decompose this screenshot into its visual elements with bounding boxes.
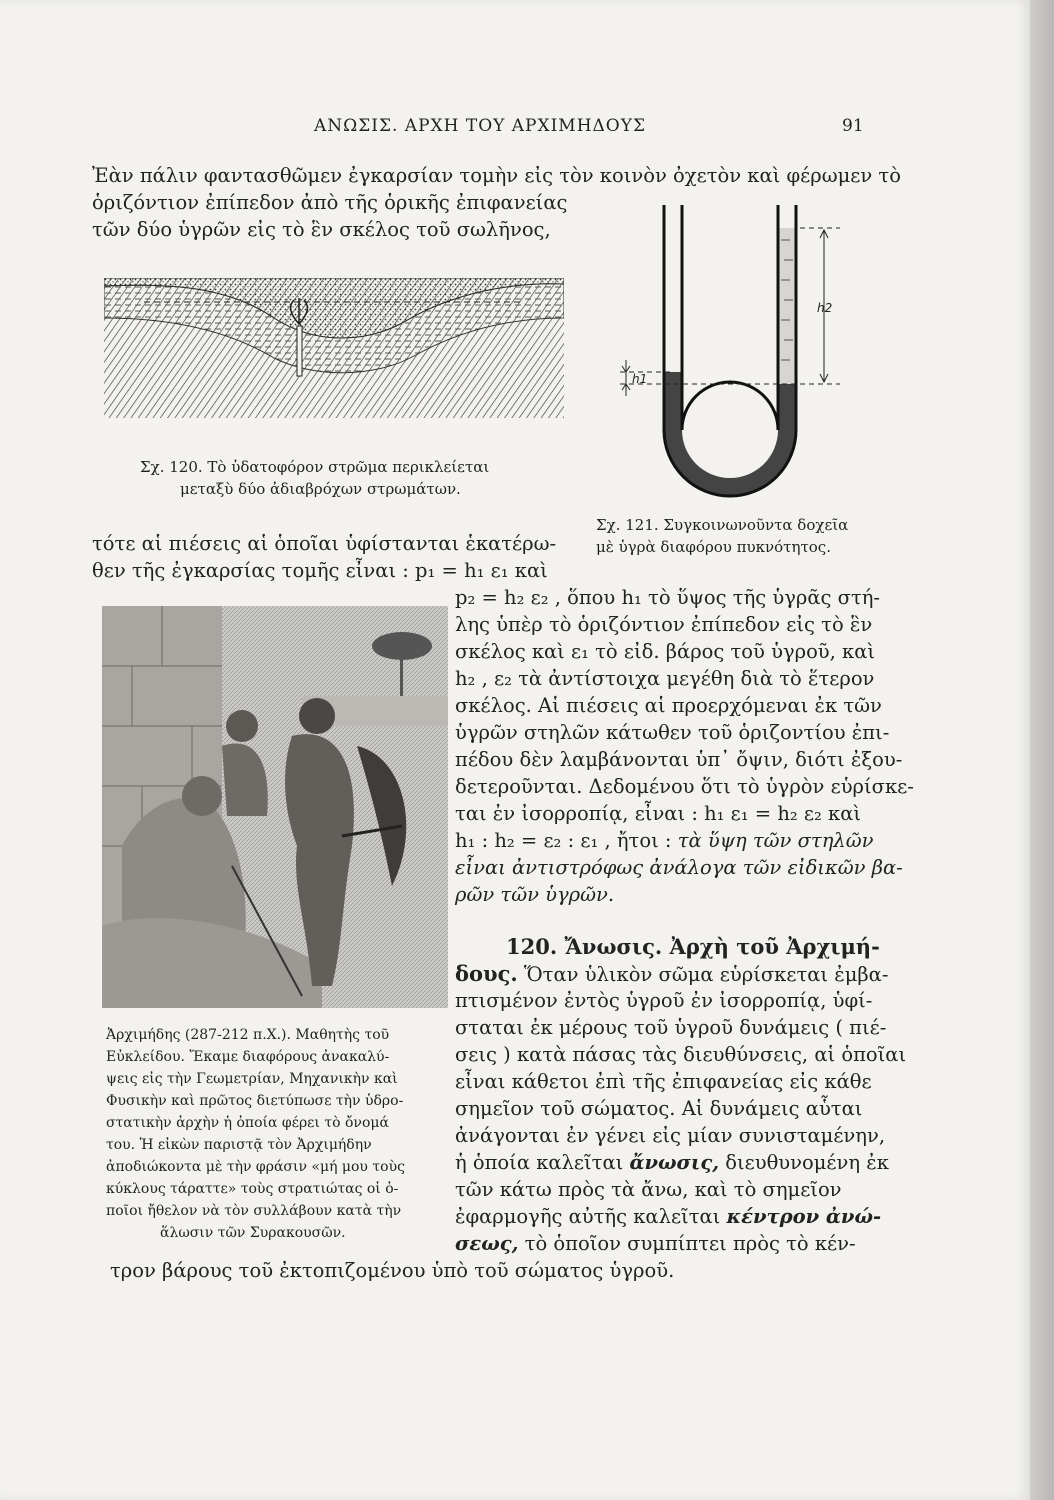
seos-post: τὸ ὁποῖον συμπίπτει πρὸς τὸ κέν-	[518, 1232, 856, 1255]
page-edge	[1030, 0, 1054, 1500]
right-text-8: δετεροῦνται. Δεδομένου ὅτι τὸ ὑγρὸν εὑρίσκε-	[455, 775, 914, 798]
right-text-2: λης ὑπὲρ τὸ ὁριζόντιον ἐπίπεδον εἰς τὸ ἓν	[455, 613, 873, 636]
fig120-caption-2: μεταξὺ δύο ἀδιαβρόχων στρωμάτων.	[180, 480, 461, 498]
left-text-2: θεν τῆς ἐγκαρσίας τομῆς εἶναι : p₁ = h₁ ε₁ καὶ	[92, 559, 548, 582]
fig121-caption-2: μὲ ὑγρὰ διαφόρου πυκνότητος.	[596, 538, 831, 556]
section-line-12	[455, 1230, 856, 1257]
formula-italic-3: ρῶν τῶν ὑγρῶν.	[455, 883, 615, 906]
page-number: 91	[842, 116, 864, 136]
soldier-figure	[299, 698, 335, 734]
right-text-3: σκέλος καὶ ε₁ τὸ εἰδ. βάρος τοῦ ὑγροῦ, καὶ	[455, 640, 876, 663]
section-line-9	[455, 1149, 889, 1176]
running-header: ΑΝΩΣΙΣ. ΑΡΧΗ ΤΟΥ ΑΡΧΙΜΗΔΟΥΣ	[314, 116, 646, 136]
formula-start: h₁ : h₂ = ε₂ : ε₁ , ἤτοι :	[455, 829, 678, 852]
section-line-11	[455, 1203, 881, 1230]
portrait-caption-7: ἀποδιώκοντα μὲ τὴν φράσιν «μή μου τοὺς	[106, 1159, 405, 1175]
right-text-4: h₂ , ε₂ τὰ ἀντίστοιχα μεγέθη διὰ τὸ ἕτερον	[455, 667, 875, 690]
seos-term: σεως,	[455, 1232, 519, 1255]
left-text-1: τότε αἱ πιέσεις αἱ ὁποῖαι ὑφίστανται ἑκατέρω-	[92, 532, 557, 555]
section-line-2	[455, 960, 888, 988]
intro-line-3: τῶν δύο ὑγρῶν εἰς τὸ ἓν σκέλος τοῦ σωλῆνος,	[92, 218, 551, 241]
h2-label: h2	[817, 301, 833, 315]
intro-line-2: ὁριζόντιον ἐπίπεδον ἀπὸ τῆς ὁρικῆς ἐπιφανείας	[92, 191, 568, 214]
u-tube-inner	[682, 205, 778, 430]
anosis-pre: ἡ ὁποία καλεῖται	[455, 1151, 630, 1174]
anosis-post: διευθυνομένη ἐκ	[719, 1151, 889, 1174]
portrait-caption-5: στατικὴν ἀρχὴν ἡ ὁποία φέρει τὸ ὄνομά	[106, 1115, 389, 1131]
u-tube-diagram	[610, 200, 850, 500]
right-text-7: πέδου δὲν λαμβάνονται ὑπ᾽ ὄψιν, διότι ἐξου-	[455, 748, 903, 771]
section-heading-end: δους.	[455, 961, 518, 986]
section-line-2-text: Ὅταν ὑλικὸν σῶμα εὑρίσκεται ἐμβα-	[517, 963, 889, 986]
kentron-pre: ἐφαρμογῆς αὐτῆς καλεῖται	[455, 1205, 727, 1228]
aquifer-diagram	[104, 278, 564, 418]
kentron-term: κέντρον ἀνώ-	[726, 1205, 882, 1228]
portrait-caption-10: ἅλωσιν τῶν Συρακουσῶν.	[160, 1225, 346, 1241]
formula-italic-1: τὰ ὕψη τῶν στηλῶν	[677, 829, 874, 852]
section-line-4: σταται ἐκ μέρους τοῦ ὑγροῦ δυνάμεις ( πιέ-	[455, 1016, 887, 1039]
portrait-caption-6: του. Ἡ εἰκὼν παριστᾷ τὸν Ἀρχιμήδην	[106, 1137, 372, 1153]
fig120-caption-1: Σχ. 120. Τὸ ὑδατοφόρον στρῶμα περικλείεται	[140, 458, 490, 476]
portrait-caption-8: κύκλους τάραττε» τοὺς στρατιώτας οἱ ὁ-	[106, 1181, 399, 1197]
light-liquid	[778, 228, 796, 384]
section-line-8: ἀνάγονται ἐν γένει εἰς μίαν συνισταμένην,	[455, 1124, 886, 1147]
portrait-caption-3: ψεις εἰς τὴν Γεωμετρίαν, Μηχανικὴν καὶ	[106, 1071, 398, 1087]
section-line-7: σημεῖον τοῦ σώματος. Αἱ δυνάμεις αὗται	[455, 1097, 863, 1120]
section-heading: 120. Ἄνωσις. Ἀρχὴ τοῦ Ἀρχιμή-	[506, 934, 880, 959]
portrait-caption-4: Φυσικὴν καὶ πρῶτος διετύπωσε τὴν ὑδρο-	[106, 1093, 404, 1109]
archimedes-engraving	[102, 606, 448, 1008]
right-text-6: ὑγρῶν στηλῶν κάτωθεν τοῦ ὁριζοντίου ἐπι-	[455, 721, 890, 744]
formula-line	[455, 827, 874, 854]
h1-label: h1	[632, 372, 648, 386]
right-text-5: σκέλος. Αἱ πιέσεις αἱ προερχόμεναι ἐκ τῶν	[455, 694, 882, 717]
portrait-caption-1: Ἀρχιμήδης (287-212 π.Χ.). Μαθητὴς τοῦ	[106, 1027, 390, 1043]
formula-italic-2: εἶναι ἀντιστρόφως ἀνάλογα τῶν εἰδικῶν βα-	[455, 856, 903, 879]
fig121-caption-1: Σχ. 121. Συγκοινωνοῦντα δοχεῖα	[596, 516, 849, 534]
section-line-5: σεις ) κατὰ πάσας τὰς διευθύνσεις, αἱ ὁποῖαι	[455, 1043, 907, 1066]
section-line-6: εἶναι κάθετοι ἐπὶ τῆς ἐπιφανείας εἰς κάθε	[455, 1070, 872, 1093]
well-pipe	[297, 326, 302, 376]
right-text-9: ται ἐν ἰσορροπίᾳ, εἶναι : h₁ ε₁ = h₂ ε₂ καὶ	[455, 802, 862, 825]
anosis-term: ἄνωσις,	[629, 1151, 720, 1174]
right-text-1: p₂ = h₂ ε₂ , ὅπου h₁ τὸ ὕψος τῆς ὑγρᾶς στή-	[455, 586, 881, 609]
final-line: τρον βάρους τοῦ ἐκτοπιζομένου ὑπὸ τοῦ σώματος ὑγροῦ.	[110, 1259, 675, 1282]
intro-line-1: Ἐὰν πάλιν φαντασθῶμεν ἐγκαρσίαν τομὴν εἰς τὸν κοινὸν ὀχετὸν καὶ φέρωμεν τὸ	[92, 164, 901, 187]
section-line-3: πτισμένον ἐντὸς ὑγροῦ ἐν ἰσορροπίᾳ, ὑφί-	[455, 989, 873, 1012]
portrait-caption-2: Εὐκλείδου. Ἔκαμε διαφόρους ἀνακαλύ-	[106, 1049, 390, 1065]
portrait-caption-9: ποῖοι ἤθελον νὰ τὸν συλλάβουν κατὰ τὴν	[106, 1203, 402, 1219]
section-line-10: τῶν κάτω πρὸς τὰ ἄνω, καὶ τὸ σημεῖον	[455, 1178, 842, 1201]
